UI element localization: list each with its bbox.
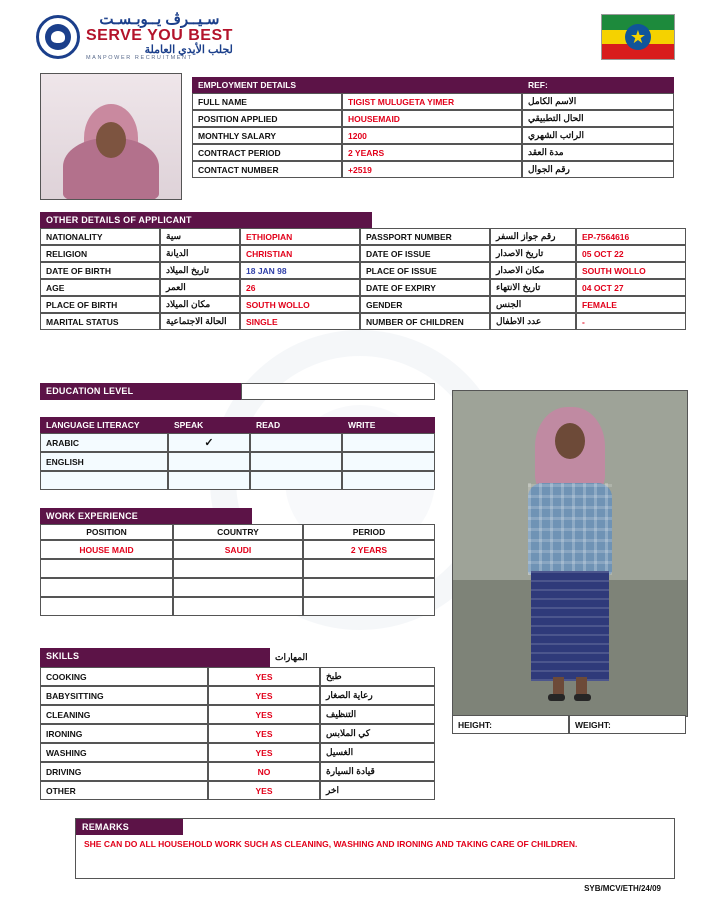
applicant-passport-photo (40, 73, 182, 200)
age-arabic: العمر (160, 279, 240, 296)
skills-title: SKILLS (40, 648, 270, 667)
employment-details-table (192, 77, 674, 178)
logo-english-title: SERVE YOU BEST (86, 26, 233, 44)
gender-value: FEMALE (576, 296, 686, 313)
table-row (40, 578, 435, 597)
contact-number-label: CONTACT NUMBER (192, 161, 342, 178)
logo-english-subtitle: MANPOWER RECRUITMENT (86, 55, 193, 62)
arabic-write-check (342, 433, 435, 452)
place-of-issue-label: PLACE OF ISSUE (360, 262, 490, 279)
skill-value-cleaning: YES (208, 705, 320, 724)
monthly-salary-arabic: الراتب الشهري (522, 127, 674, 144)
arabic-speak-check: ✓ (168, 433, 250, 452)
ref-label: REF: (522, 77, 674, 93)
document-header (0, 0, 715, 70)
work-experience-table (40, 508, 435, 616)
speak-header: SPEAK (168, 417, 250, 433)
table-row (40, 762, 435, 781)
work-country-value (173, 597, 303, 616)
marital-status-value: SINGLE (240, 313, 360, 330)
table-row (40, 743, 435, 762)
age-label: AGE (40, 279, 160, 296)
gender-label: GENDER (360, 296, 490, 313)
date-of-expiry-value: 04 OCT 27 (576, 279, 686, 296)
date-of-issue-value: 05 OCT 22 (576, 245, 686, 262)
skills-title-arabic: المهارات (270, 648, 435, 667)
religion-label: RELIGION (40, 245, 160, 262)
period-header: PERIOD (303, 524, 435, 540)
full-name-arabic: الاسم الكامل (522, 93, 674, 110)
table-row (40, 686, 435, 705)
skill-arabic-driving: قيادة السيارة (320, 762, 435, 781)
marital-status-label: MARITAL STATUS (40, 313, 160, 330)
skill-value-other: YES (208, 781, 320, 800)
write-header: WRITE (342, 417, 435, 433)
contact-number-arabic: رقم الجوال (522, 161, 674, 178)
skill-value-babysitting: YES (208, 686, 320, 705)
extra-write-check (342, 471, 435, 490)
nationality-label: NATIONALITY (40, 228, 160, 245)
skill-name-cleaning: CLEANING (40, 705, 208, 724)
number-of-children-label: NUMBER OF CHILDREN (360, 313, 490, 330)
logo-arabic-subtitle: لجلب الأيدي العاملة (144, 43, 233, 56)
other-details-title: OTHER DETAILS OF APPLICANT (40, 212, 372, 228)
country-header: COUNTRY (173, 524, 303, 540)
work-period-value (303, 578, 435, 597)
skill-name-babysitting: BABYSITTING (40, 686, 208, 705)
date-of-issue-label: DATE OF ISSUE (360, 245, 490, 262)
applicant-full-body-photo (452, 390, 688, 717)
religion-arabic: الديانة (160, 245, 240, 262)
extra-read-check (250, 471, 342, 490)
skill-value-washing: YES (208, 743, 320, 762)
contract-period-arabic: مدة العقد (522, 144, 674, 161)
language-literacy-header: LANGUAGE LITERACY (40, 417, 168, 433)
education-level-value (241, 383, 435, 400)
monthly-salary-label: MONTHLY SALARY (192, 127, 342, 144)
skill-arabic-other: اخر (320, 781, 435, 800)
contract-period-label: CONTRACT PERIOD (192, 144, 342, 161)
skill-name-cooking: COOKING (40, 667, 208, 686)
table-row (40, 471, 435, 490)
document-code: SYB/MCV/ETH/24/09 (584, 884, 661, 893)
logo-arabic-title: سـيــرڤ يــوبـسـت (99, 11, 220, 28)
date-of-birth-label: DATE OF BIRTH (40, 262, 160, 279)
language-literacy-table (40, 417, 435, 490)
language-name: ENGLISH (40, 452, 168, 471)
age-value: 26 (240, 279, 360, 296)
skill-name-ironing: IRONING (40, 724, 208, 743)
position-applied-arabic: الحال التطبيقي (522, 110, 674, 127)
work-experience-title: WORK EXPERIENCE (40, 508, 252, 524)
position-applied-label: POSITION APPLIED (192, 110, 342, 127)
work-period-value (303, 559, 435, 578)
work-position-value (40, 559, 173, 578)
date-of-birth-arabic: تاريخ الميلاد (160, 262, 240, 279)
number-of-children-value: - (576, 313, 686, 330)
height-label: HEIGHT: (452, 715, 569, 734)
english-read-check (250, 452, 342, 471)
work-country-value (173, 559, 303, 578)
skill-value-cooking: YES (208, 667, 320, 686)
religion-value: CHRISTIAN (240, 245, 360, 262)
language-name: ARABIC (40, 433, 168, 452)
passport-number-label: PASSPORT NUMBER (360, 228, 490, 245)
passport-number-value: EP-7564616 (576, 228, 686, 245)
table-row (40, 433, 435, 452)
remarks-title: REMARKS (76, 819, 183, 835)
date-of-expiry-arabic: تاريخ الانتهاء (490, 279, 576, 296)
remarks-text: SHE CAN DO ALL HOUSEHOLD WORK SUCH AS CLEANING, WASHING AND IRONING AND TAKING CARE OF CHILDREN. (84, 839, 578, 849)
date-of-birth-value: 18 JAN 98 (240, 262, 360, 279)
nationality-value: ETHIOPIAN (240, 228, 360, 245)
skill-name-washing: WASHING (40, 743, 208, 762)
place-of-issue-arabic: مكان الاصدار (490, 262, 576, 279)
skill-name-other: OTHER (40, 781, 208, 800)
table-row (40, 452, 435, 471)
place-of-birth-arabic: مكان الميلاد (160, 296, 240, 313)
employment-details-title: EMPLOYMENT DETAILS (192, 77, 522, 93)
education-level-section (40, 383, 435, 400)
measurements-row (452, 715, 686, 734)
table-row (40, 724, 435, 743)
passport-number-arabic: رقم جواز السفر (490, 228, 576, 245)
education-level-title: EDUCATION LEVEL (40, 383, 241, 400)
english-write-check (342, 452, 435, 471)
company-logo (36, 12, 233, 62)
skill-value-ironing: YES (208, 724, 320, 743)
skill-arabic-washing: الغسيل (320, 743, 435, 762)
nationality-arabic: سية (160, 228, 240, 245)
work-period-value (303, 597, 435, 616)
place-of-birth-label: PLACE OF BIRTH (40, 296, 160, 313)
extra-speak-check (168, 471, 250, 490)
work-period-value: 2 YEARS (303, 540, 435, 559)
read-header: READ (250, 417, 342, 433)
number-of-children-arabic: عدد الاطفال (490, 313, 576, 330)
work-country-value (173, 578, 303, 597)
english-speak-check (168, 452, 250, 471)
skill-arabic-cooking: طبخ (320, 667, 435, 686)
table-row (40, 559, 435, 578)
skill-arabic-cleaning: التنظيف (320, 705, 435, 724)
work-position-value (40, 578, 173, 597)
skills-table (40, 648, 435, 800)
arabic-read-check (250, 433, 342, 452)
gender-arabic: الجنس (490, 296, 576, 313)
skill-arabic-babysitting: رعاية الصغار (320, 686, 435, 705)
place-of-birth-value: SOUTH WOLLO (240, 296, 360, 313)
marital-status-arabic: الحالة الاجتماعية (160, 313, 240, 330)
position-header: POSITION (40, 524, 173, 540)
place-of-issue-value: SOUTH WOLLO (576, 262, 686, 279)
other-details-table (40, 212, 686, 330)
table-row (40, 705, 435, 724)
weight-label: WEIGHT: (569, 715, 686, 734)
skill-name-driving: DRIVING (40, 762, 208, 781)
skill-arabic-ironing: كي الملابس (320, 724, 435, 743)
ethiopia-flag-icon: ★ (601, 14, 675, 60)
full-name-value: TIGIST MULUGETA YIMER (342, 93, 522, 110)
contract-period-value: 2 YEARS (342, 144, 522, 161)
language-name (40, 471, 168, 490)
date-of-issue-arabic: تاريخ الاصدار (490, 245, 576, 262)
work-position-value: HOUSE MAID (40, 540, 173, 559)
position-applied-value: HOUSEMAID (342, 110, 522, 127)
date-of-expiry-label: DATE OF EXPIRY (360, 279, 490, 296)
work-country-value: SAUDI (173, 540, 303, 559)
table-row (40, 597, 435, 616)
work-position-value (40, 597, 173, 616)
skill-value-driving: NO (208, 762, 320, 781)
monthly-salary-value: 1200 (342, 127, 522, 144)
table-row (40, 667, 435, 686)
full-name-label: FULL NAME (192, 93, 342, 110)
globe-icon (36, 15, 80, 59)
contact-number-value: +2519 (342, 161, 522, 178)
table-row (40, 781, 435, 800)
table-row (40, 540, 435, 559)
remarks-section (75, 818, 675, 893)
